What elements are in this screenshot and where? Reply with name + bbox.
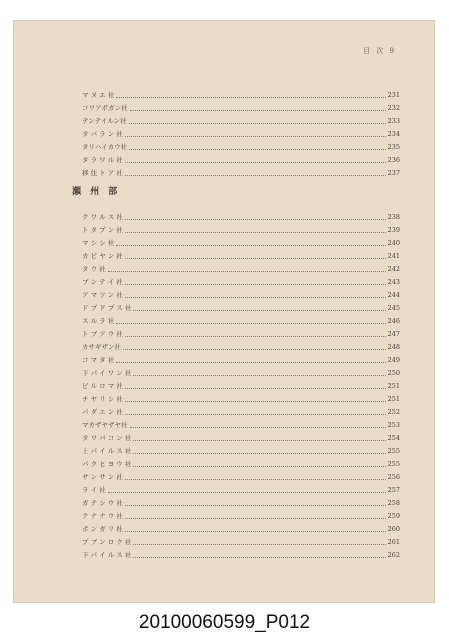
entry-page: 251 bbox=[387, 382, 400, 390]
dot-leader bbox=[125, 284, 386, 285]
toc-entry bbox=[82, 251, 400, 261]
entry-label: パ ダ エ ン 社 bbox=[82, 408, 123, 416]
toc-entry bbox=[82, 537, 400, 547]
toc-entry bbox=[82, 407, 400, 417]
toc-entry bbox=[82, 355, 400, 365]
entry-page: 236 bbox=[387, 156, 400, 164]
entry-page: 245 bbox=[387, 304, 400, 312]
entry-label: ビ ル ロ マ 社 bbox=[82, 382, 123, 390]
dot-leader bbox=[125, 518, 386, 519]
entry-page: 258 bbox=[387, 499, 400, 507]
dot-leader bbox=[125, 505, 386, 506]
dot-leader bbox=[125, 297, 386, 298]
entry-page: 233 bbox=[387, 117, 400, 125]
entry-label: タ ラ ワ ル 社 bbox=[82, 156, 123, 164]
dot-leader bbox=[116, 362, 385, 363]
toc-entry bbox=[82, 511, 400, 521]
entry-page: 242 bbox=[387, 265, 400, 273]
dot-leader bbox=[125, 401, 386, 402]
entry-page: 238 bbox=[387, 213, 400, 221]
entry-label: チ ヤ リ シ 社 bbox=[82, 395, 123, 403]
entry-label: タ ワ バ コ ン 社 bbox=[82, 434, 132, 442]
entry-label: ブ ン テ イ 社 bbox=[82, 278, 123, 286]
entry-page: 260 bbox=[387, 525, 400, 533]
dot-leader bbox=[129, 123, 386, 124]
dot-leader bbox=[108, 492, 386, 493]
toc-entry bbox=[82, 212, 400, 222]
toc-entry bbox=[82, 290, 400, 300]
toc-entry bbox=[82, 498, 400, 508]
entry-label: タリハイカウ社 bbox=[82, 143, 128, 151]
entry-page: 246 bbox=[387, 317, 400, 325]
toc-entry bbox=[82, 277, 400, 287]
toc-entry bbox=[82, 342, 400, 352]
dot-leader bbox=[133, 557, 385, 558]
toc-entry bbox=[82, 168, 400, 178]
entry-label: コワアポガン社 bbox=[82, 104, 128, 112]
entry-label: カサギザン社 bbox=[82, 343, 121, 351]
entry-page: 251 bbox=[387, 395, 400, 403]
dot-leader bbox=[133, 440, 385, 441]
entry-label: ド プ ド プ ス 社 bbox=[82, 304, 132, 312]
toc-entry bbox=[82, 155, 400, 165]
entry-label: ス ル ラ 社 bbox=[82, 317, 115, 325]
dot-leader bbox=[130, 427, 386, 428]
entry-label: 下 パ イ ワ ン 社 bbox=[82, 369, 132, 377]
toc-entry bbox=[82, 116, 400, 126]
toc-entry bbox=[82, 129, 400, 139]
entry-label: コ マ タ 社 bbox=[82, 356, 115, 364]
entry-page: 255 bbox=[387, 447, 400, 455]
entry-page: 237 bbox=[387, 169, 400, 177]
dot-leader bbox=[116, 323, 385, 324]
entry-label: パ ク ヒ ヨ ウ 社 bbox=[82, 460, 132, 468]
entry-page: 257 bbox=[387, 486, 400, 494]
dot-leader bbox=[125, 388, 386, 389]
dot-leader bbox=[133, 453, 385, 454]
toc-entry bbox=[82, 316, 400, 326]
entry-label: カ ピ ヤ ン 社 bbox=[82, 252, 123, 260]
toc-entry bbox=[82, 368, 400, 378]
entry-page: 262 bbox=[387, 551, 400, 559]
image-caption: 20100060599_P012 bbox=[138, 612, 311, 633]
entry-label: 移 住 ト ア 社 bbox=[82, 169, 123, 177]
entry-page: 255 bbox=[387, 460, 400, 468]
entry-page: 254 bbox=[387, 434, 400, 442]
entry-page: 243 bbox=[387, 278, 400, 286]
entry-label: ボ ン ガ リ 社 bbox=[82, 525, 123, 533]
dot-leader bbox=[125, 219, 386, 220]
toc-entry bbox=[82, 264, 400, 274]
entry-page: 253 bbox=[387, 421, 400, 429]
entry-page: 249 bbox=[387, 356, 400, 364]
toc-entry bbox=[82, 420, 400, 430]
dot-leader bbox=[123, 349, 386, 350]
entry-label: サ ン サ ン 社 bbox=[82, 473, 123, 481]
entry-page: 240 bbox=[387, 239, 400, 247]
toc-entry bbox=[82, 329, 400, 339]
entry-page: 256 bbox=[387, 473, 400, 481]
page-header: 目 次 9 bbox=[363, 47, 396, 55]
dot-leader bbox=[133, 310, 385, 311]
entry-label: マ ヌ エ 社 bbox=[82, 91, 115, 99]
entry-label: プ ブ ン ロ ク 社 bbox=[82, 538, 132, 546]
toc-entry bbox=[82, 524, 400, 534]
dot-leader bbox=[133, 544, 385, 545]
toc-entry bbox=[82, 459, 400, 469]
entry-label: マ シ シ 社 bbox=[82, 239, 115, 247]
dot-leader bbox=[125, 479, 386, 480]
entry-label: タ バ ラ ン 社 bbox=[82, 130, 123, 138]
toc-entry bbox=[82, 433, 400, 443]
dot-leader bbox=[125, 336, 386, 337]
entry-label: ト ブ ア ウ 社 bbox=[82, 330, 123, 338]
entry-label: ト タ プ ン 社 bbox=[82, 226, 123, 234]
toc-entry bbox=[82, 90, 400, 100]
entry-page: 239 bbox=[387, 226, 400, 234]
toc-entry bbox=[82, 142, 400, 152]
entry-label: 下 パ イ ル ス 社 bbox=[82, 551, 132, 559]
toc-entry bbox=[82, 225, 400, 235]
toc-entry bbox=[82, 446, 400, 456]
entry-page: 248 bbox=[387, 343, 400, 351]
dot-leader bbox=[125, 136, 386, 137]
entry-page: 232 bbox=[387, 104, 400, 112]
toc-entry bbox=[82, 394, 400, 404]
toc-entry bbox=[82, 103, 400, 113]
entry-page: 235 bbox=[387, 143, 400, 151]
dot-leader bbox=[125, 258, 386, 259]
entry-label: ア マ ソ ン 社 bbox=[82, 291, 123, 299]
entry-label: マカザヤザヤ社 bbox=[82, 421, 128, 429]
entry-label: 上 パ イ ル ス 社 bbox=[82, 447, 132, 455]
entry-page: 244 bbox=[387, 291, 400, 299]
entry-label: ガ テ シ ウ 社 bbox=[82, 499, 123, 507]
toc-entry bbox=[82, 303, 400, 313]
entry-label: タ ウ 社 bbox=[82, 265, 106, 273]
entry-page: 241 bbox=[387, 252, 400, 260]
dot-leader bbox=[125, 531, 386, 532]
toc-entry bbox=[82, 381, 400, 391]
toc-entry bbox=[82, 485, 400, 495]
dot-leader bbox=[116, 97, 385, 98]
toc-entry bbox=[82, 472, 400, 482]
dot-leader bbox=[133, 375, 385, 376]
dot-leader bbox=[129, 149, 385, 150]
dot-leader bbox=[130, 110, 386, 111]
entry-page: 234 bbox=[387, 130, 400, 138]
entry-page: 259 bbox=[387, 512, 400, 520]
toc-entry bbox=[82, 238, 400, 248]
dot-leader bbox=[116, 245, 385, 246]
entry-label: ク ワ ル ス 社 bbox=[82, 213, 123, 221]
entry-label: ラ イ 社 bbox=[82, 486, 106, 494]
toc-entry bbox=[82, 550, 400, 560]
dot-leader bbox=[125, 232, 386, 233]
dot-leader bbox=[125, 162, 386, 163]
entry-page: 252 bbox=[387, 408, 400, 416]
entry-label: ク ナ ナ ウ 社 bbox=[82, 512, 123, 520]
entry-label: テンテイルン社 bbox=[82, 117, 127, 125]
entry-page: 247 bbox=[387, 330, 400, 338]
book-page bbox=[13, 20, 435, 603]
dot-leader bbox=[125, 175, 386, 176]
entry-page: 261 bbox=[387, 538, 400, 546]
entry-page: 250 bbox=[387, 369, 400, 377]
entry-page: 231 bbox=[387, 91, 400, 99]
dot-leader bbox=[133, 466, 385, 467]
dot-leader bbox=[108, 271, 386, 272]
section-heading: 瀬 州 部 bbox=[72, 187, 121, 197]
dot-leader bbox=[125, 414, 386, 415]
